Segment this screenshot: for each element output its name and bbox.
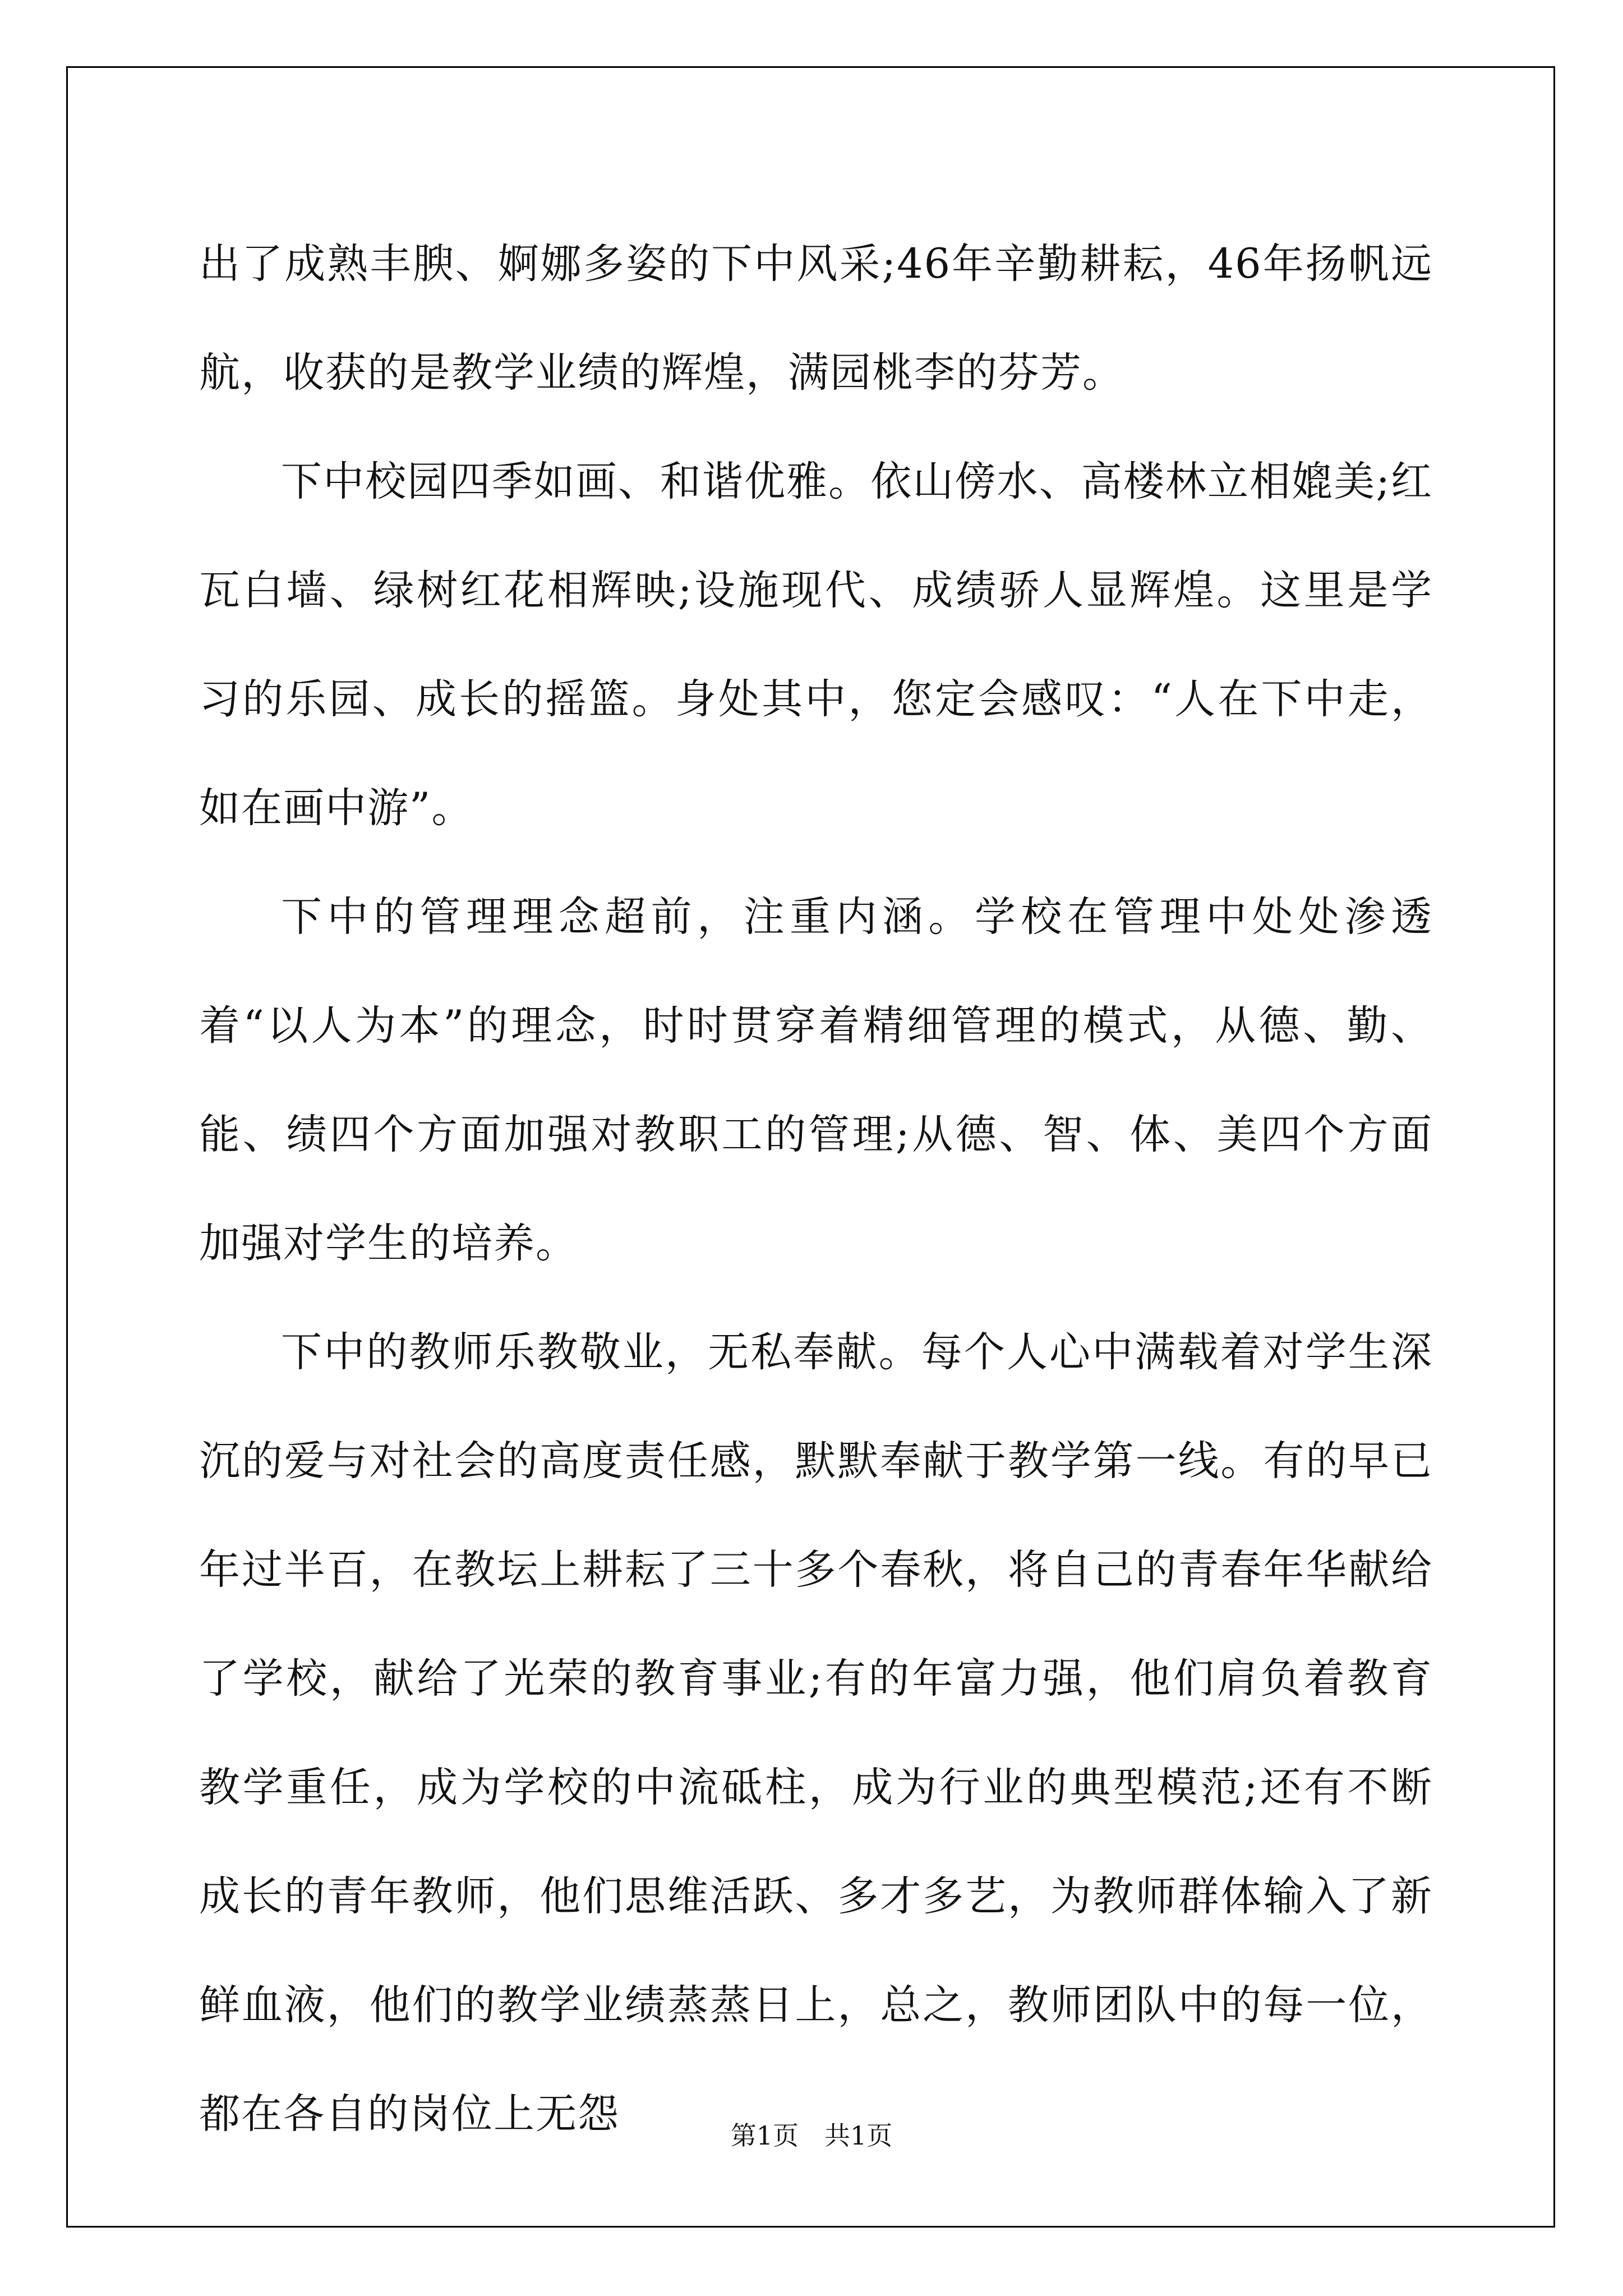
paragraph-2: 下中校园四季如画、和谐优雅。依山傍水、高楼林立相媲美;红瓦白墙、绿树红花相辉映;设施现代、成绩骄人显辉煌。这里是学习的乐园、成长的摇篮。身处其中，您定会感叹：“人在下中走，如在画中游”。 bbox=[199, 458, 1433, 832]
document-body bbox=[199, 210, 1433, 2169]
paragraph-4: 下中的教师乐教敬业，无私奉献。每个人心中满载着对学生深沉的爱与对社会的高度责任感，默默奉献于教学第一线。有的早已年过半百，在教坛上耕耘了三十多个春秋，将自己的青春年华献给了学校，献给了光荣的教育事业;有的年富力强，他们肩负着教育教学重任，成为学校的中流砥柱，成为行业的典型模范;还有不断成长的青年教师，他们思维活跃、多才多艺，为教师群体输入了新鲜血液，他们的教学业绩蒸蒸日上，总之，教师团队中的每一位，都在各自的岗位上无怨 bbox=[199, 1328, 1433, 2138]
page-number-footer: 第1页 共1页 bbox=[730, 2120, 893, 2151]
paragraph-1: 出了成熟丰腴、婀娜多姿的下中风采;46年辛勤耕耘，46年扬帆远航，收获的是教学业绩的辉煌，满园桃李的芬芳。 bbox=[199, 240, 1433, 397]
paragraph-3: 下中的管理理念超前，注重内涵。学校在管理中处处渗透着“以人为本”的理念，时时贯穿着精细管理的模式，从德、勤、能、绩四个方面加强对教职工的管理;从德、智、体、美四个方面加强对学生的培养。 bbox=[199, 893, 1433, 1267]
